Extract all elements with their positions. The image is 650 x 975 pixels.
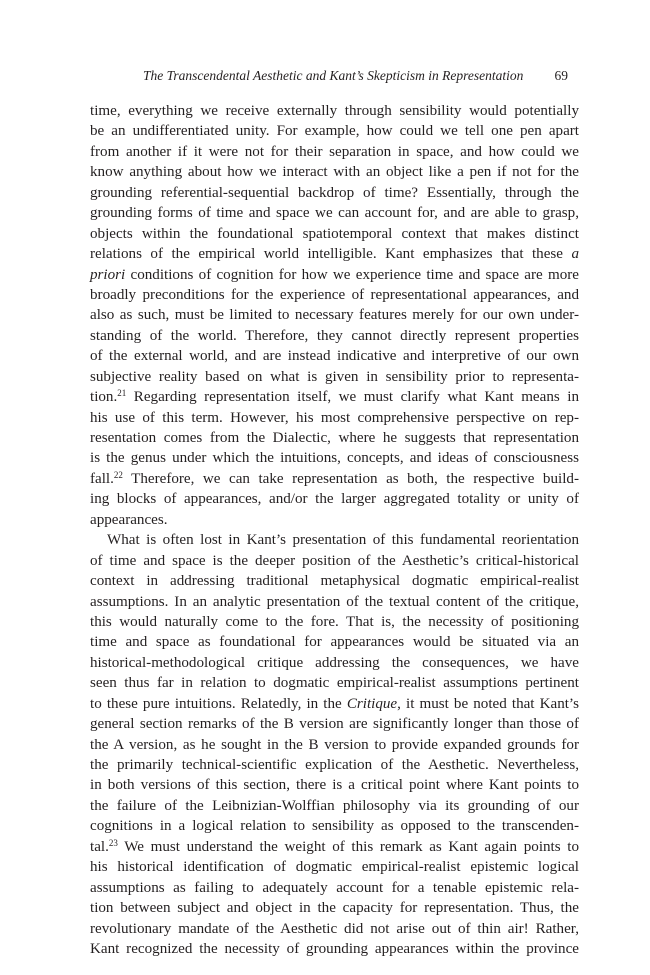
text-line <box>90 428 579 448</box>
text-segment: the primarily technical-scientific explication of the Aesthetic. Nevertheless, <box>90 757 579 773</box>
text-segment: general section remarks of the B version are significantly longer than those of <box>90 716 579 733</box>
text-segment: fall. <box>90 470 114 487</box>
text-segment: grounding referential-sequential backdrop of time? Essentially, through the <box>90 184 579 201</box>
text-line <box>90 775 579 795</box>
text-segment: objects within the foundational spatiotemporal context that makes distinct <box>90 225 579 242</box>
text-line <box>90 203 579 223</box>
text-segment: the A version, as he sought in the B version to provide expanded grounds for <box>90 736 579 753</box>
text-segment: , it must be noted that Kant’s <box>397 695 579 712</box>
text-segment: to these pure intuitions. Relatedly, in the <box>90 695 347 712</box>
text-segment: time and space as foundational for appearances would be situated via an <box>90 634 579 651</box>
text-line <box>90 489 579 509</box>
text-segment: this would naturally come to the fore. That is, the necessity of positioning <box>90 613 579 630</box>
text-segment: of the external world, and are instead indicative and interpretive of our own <box>90 348 579 365</box>
text-segment: cognitions in a logical relation to sensibility as opposed to the transcenden- <box>90 818 579 835</box>
text-line <box>90 939 579 959</box>
text-line <box>90 551 579 571</box>
text-line <box>90 285 579 305</box>
text-line <box>90 653 579 673</box>
italic-text: a <box>571 246 579 263</box>
text-segment: assumptions as failing to adequately account for a tenable epistemic rela- <box>90 879 579 896</box>
text-line <box>90 878 579 898</box>
text-line <box>90 305 579 325</box>
text-line <box>90 469 579 489</box>
text-segment: Regarding representation itself, we must clarify what Kant means in <box>126 389 579 406</box>
text-line <box>90 162 579 182</box>
italic-text: Critique <box>346 695 398 712</box>
italic-text: priori <box>90 266 126 283</box>
text-segment: tion between subject and object in the capacity for representation. Thus, the <box>90 900 579 917</box>
footnote-marker: 21 <box>117 388 127 399</box>
text-line <box>90 612 579 632</box>
text-segment: his use of this term. However, his most comprehensive perspective on rep- <box>90 409 579 426</box>
text-segment: resentation comes from the Dialectic, where he suggests that representation <box>90 430 579 446</box>
text-segment: What is often lost in Kant’s presentation of this fundamental reorientation <box>107 532 579 549</box>
text-segment: his historical identification of dogmatic empirical-realist epistemic logical <box>90 859 579 876</box>
text-segment: in both versions of this section, there is a critical point where Kant points to <box>90 777 579 794</box>
text-line <box>90 265 579 285</box>
running-head <box>90 68 570 88</box>
page-number: 69 <box>554 68 568 83</box>
text-line <box>90 367 579 387</box>
text-line <box>90 326 579 346</box>
text-line <box>90 673 579 693</box>
text-segment: Therefore, we can take representation as both, the respective build- <box>122 470 579 487</box>
text-segment: tal. <box>90 838 109 855</box>
text-segment: grounding forms of time and space we can account for, and are able to grasp, <box>90 205 579 222</box>
text-line <box>90 898 579 918</box>
text-segment: standing of the world. Therefore, they cannot directly represent properties <box>90 327 579 344</box>
text-segment: time, everything we receive externally through sensibility would potentially <box>90 103 579 119</box>
text-line <box>90 101 579 121</box>
text-line <box>90 530 579 550</box>
text-segment: know anything about how we interact with an object like a pen if not for the <box>90 164 579 181</box>
text-line <box>90 735 579 755</box>
text-line <box>90 142 579 162</box>
text-line <box>90 183 579 203</box>
text-line <box>90 816 579 836</box>
text-line <box>90 919 579 939</box>
text-segment: from another if it were not for their separation in space, and how could we <box>90 143 579 160</box>
running-title: The Transcendental Aesthetic and Kant’s Skepticism in Representation <box>143 68 524 83</box>
text-line <box>90 592 579 612</box>
text-segment: also as such, must be limited to necessary features merely for our own under- <box>90 307 579 324</box>
text-line <box>90 694 579 714</box>
text-line <box>90 857 579 877</box>
body-text <box>90 101 579 959</box>
footnote-marker: 22 <box>113 469 123 480</box>
text-segment: context in addressing traditional metaphysical dogmatic empirical-realist <box>90 573 579 590</box>
text-line <box>90 796 579 816</box>
text-segment: tion. <box>90 389 118 406</box>
text-line <box>90 632 579 652</box>
text-segment: We must understand the weight of this remark as Kant again points to <box>117 838 579 855</box>
text-segment: broadly preconditions for the experience of representational appearances, and <box>90 286 579 303</box>
text-segment: revolutionary mandate of the Aesthetic did not arise out of thin air! Rather, <box>90 920 579 937</box>
text-segment: ing blocks of appearances, and/or the larger aggregated totality or unity of <box>90 491 579 508</box>
text-line <box>90 571 579 591</box>
text-segment: Kant recognized the necessity of grounding appearances within the province <box>90 940 579 957</box>
text-line <box>90 408 579 428</box>
footnote-marker: 23 <box>108 837 118 848</box>
text-segment: historical-methodological critique addressing the consequences, we have <box>90 654 579 671</box>
text-segment: seen thus far in relation to dogmatic empirical-realist assumptions pertinent <box>90 675 579 692</box>
text-line <box>90 121 579 141</box>
text-segment: the failure of the Leibnizian-Wolffian philosophy via its grounding of our <box>90 797 579 814</box>
text-segment: is the genus under which the intuitions, concepts, and ideas of consciousness <box>90 450 579 467</box>
text-segment: conditions of cognition for how we experience time and space are more <box>125 266 579 283</box>
text-line <box>90 346 579 366</box>
text-segment: of time and space is the deeper position of the Aesthetic’s critical-historical <box>90 552 579 569</box>
text-line <box>90 755 579 775</box>
text-line <box>90 714 579 734</box>
text-line <box>90 244 579 264</box>
text-line <box>90 224 579 244</box>
text-line <box>90 387 579 407</box>
text-segment: appearances. <box>90 511 168 528</box>
text-segment: be an undifferentiated unity. For example, how could we tell one pen apart <box>90 123 579 140</box>
text-line <box>90 837 579 857</box>
text-segment: subjective reality based on what is given in sensibility prior to representa- <box>90 368 579 385</box>
text-line <box>90 510 579 530</box>
text-segment: assumptions. In an analytic presentation of the textual content of the critique, <box>90 593 579 610</box>
text-segment: relations of the empirical world intelligible. Kant emphasizes that these <box>90 246 572 263</box>
text-line <box>90 448 579 468</box>
